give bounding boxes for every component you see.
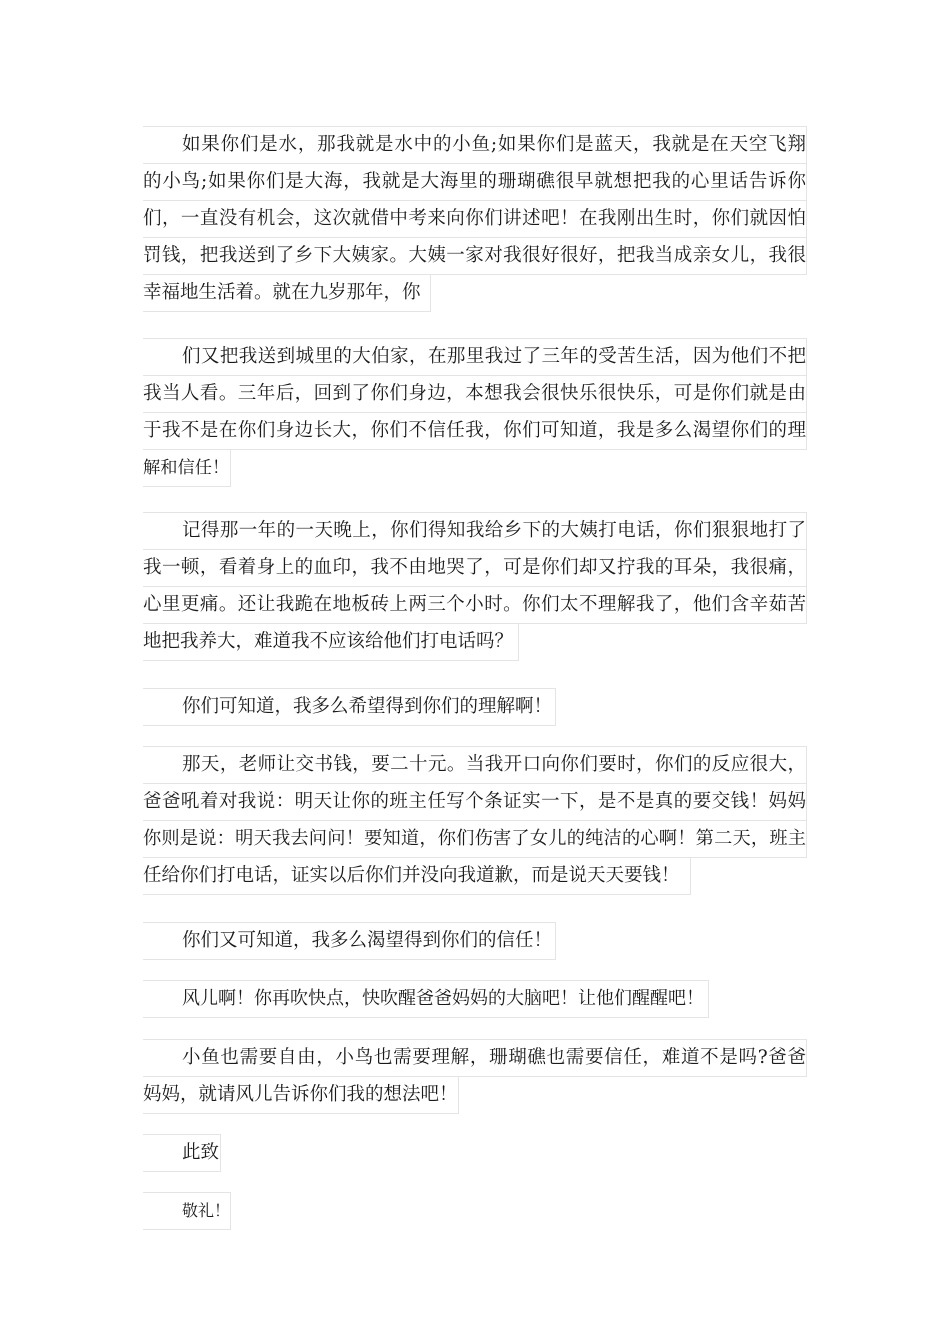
paragraph-2 [143, 338, 807, 487]
text-line: 地把我养大，难道我不应该给他们打电话吗？ [143, 624, 519, 661]
text-line: 妈妈，就请风儿告诉你们我的想法吧！ [143, 1077, 459, 1114]
text-line: 你则是说：明天我去问问！要知道，你们伤害了女儿的纯洁的心啊！第二天，班主 [143, 821, 807, 858]
text-line: 如果你们是水，那我就是水中的小鱼;如果你们是蓝天，我就是在天空飞翔 [143, 126, 807, 164]
text-line: 们，一直没有机会，这次就借中考来向你们讲述吧！在我刚出生时，你们就因怕 [143, 201, 807, 238]
text-line: 记得那一年的一天晚上，你们得知我给乡下的大姨打电话，你们狠狠地打了 [143, 512, 807, 550]
paragraph-7 [143, 980, 807, 1018]
text-line: 你们可知道，我多么希望得到你们的理解啊！ [143, 688, 556, 726]
text-line: 罚钱，把我送到了乡下大姨家。大姨一家对我很好很好，把我当成亲女儿，我很 [143, 238, 807, 275]
text-line: 此致 [143, 1134, 221, 1172]
text-line: 小鱼也需要自由，小鸟也需要理解，珊瑚礁也需要信任，难道不是吗?爸爸 [143, 1039, 807, 1077]
text-line: 于我不是在你们身边长大，你们不信任我，你们可知道，我是多么渴望你们的理 [143, 413, 807, 450]
paragraph-6 [143, 922, 807, 960]
text-line: 任给你们打电话，证实以后你们并没向我道歉，而是说天天要钱！ [143, 858, 691, 895]
text-line: 敬礼！ [143, 1192, 231, 1230]
paragraph-1 [143, 126, 807, 312]
paragraph-4 [143, 688, 807, 726]
paragraph-5 [143, 746, 807, 895]
text-line: 风儿啊！你再吹快点，快吹醒爸爸妈妈的大脑吧！让他们醒醒吧！ [143, 980, 709, 1018]
text-line: 爸爸吼着对我说：明天让你的班主任写个条证实一下，是不是真的要交钱！妈妈 [143, 784, 807, 821]
text-line: 你们又可知道，我多么渴望得到你们的信任！ [143, 922, 556, 960]
text-line: 心里更痛。还让我跪在地板砖上两三个小时。你们太不理解我了，他们含辛茹苦 [143, 587, 807, 624]
text-line: 解和信任！ [143, 450, 231, 487]
paragraph-8 [143, 1039, 807, 1114]
text-line: 那天，老师让交书钱，要二十元。当我开口向你们要时，你们的反应很大， [143, 746, 807, 784]
text-line: 我一顿，看着身上的血印，我不由地哭了，可是你们却又拧我的耳朵，我很痛， [143, 550, 807, 587]
text-line: 幸福地生活着。就在九岁那年，你 [143, 275, 431, 312]
paragraph-3 [143, 512, 807, 661]
closing-regards [143, 1192, 807, 1230]
text-line: 们又把我送到城里的大伯家，在那里我过了三年的受苦生活，因为他们不把 [143, 338, 807, 376]
text-line: 的小鸟;如果你们是大海，我就是大海里的珊瑚礁很早就想把我的心里话告诉你 [143, 164, 807, 201]
closing-salutation [143, 1134, 807, 1172]
text-line: 我当人看。三年后，回到了你们身边，本想我会很快乐很快乐，可是你们就是由 [143, 376, 807, 413]
